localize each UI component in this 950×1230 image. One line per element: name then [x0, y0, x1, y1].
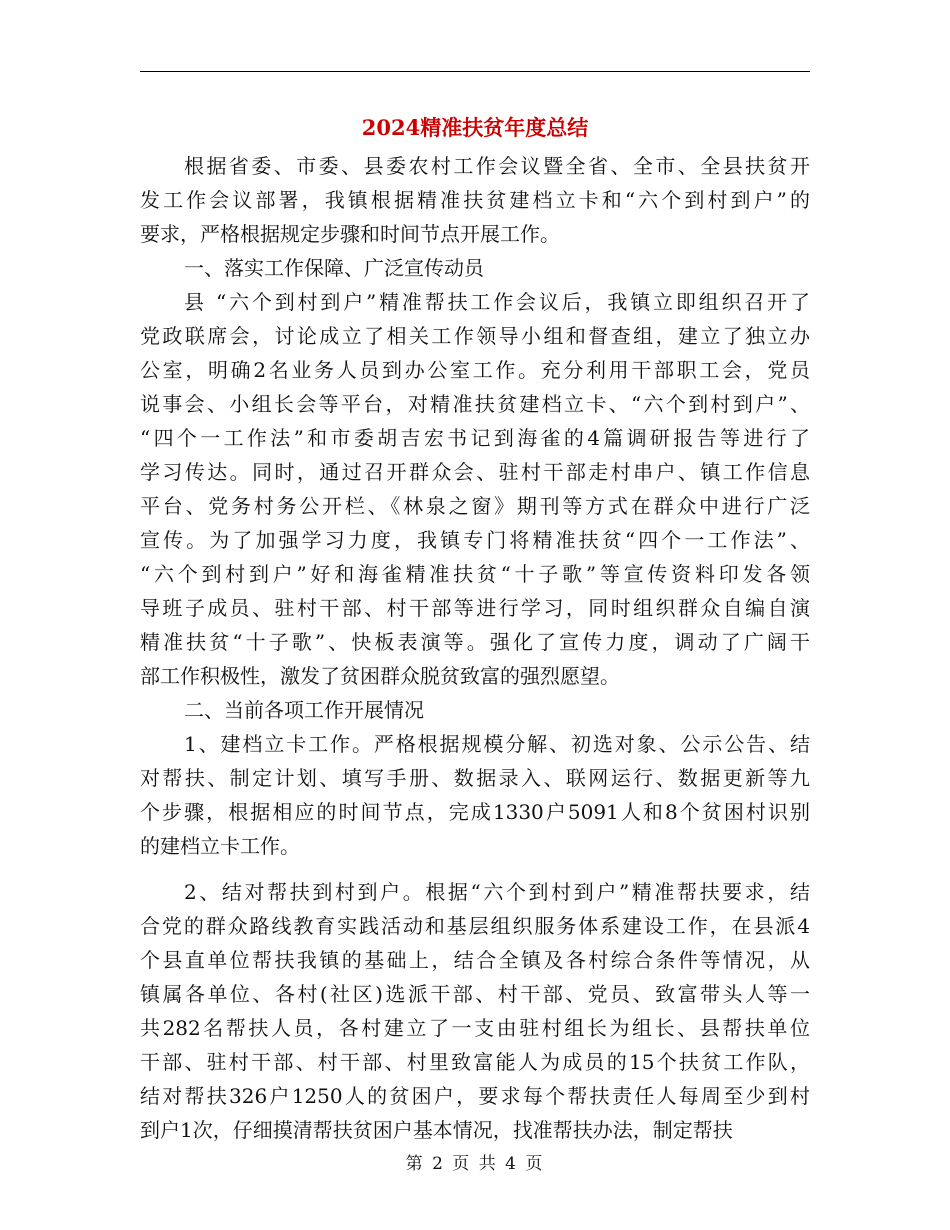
- paragraph: [140, 875, 810, 1147]
- document-title: 2024精准扶贫年度总结: [361, 115, 589, 140]
- paragraph-line: 镇属各单位、各村(社区)选派干部、村干部、党员、致富带头人等一: [140, 982, 810, 1006]
- paragraph-line: 精准扶贫“十子歌”、快板表演等。强化了宣传力度，调动了广阔干: [140, 630, 810, 654]
- paragraph-line: 发工作会议部署，我镇根据精准扶贫建档立卡和“六个到村到户”的: [140, 188, 810, 212]
- paragraph: [140, 693, 810, 727]
- paragraph: [140, 149, 810, 251]
- paragraph-gap: [140, 863, 810, 875]
- paragraph-line: 说事会、小组长会等平台，对精准扶贫建档立卡、“六个到村到户”、: [140, 392, 810, 416]
- paragraph-line: 一、落实工作保障、广泛宣传动员: [184, 256, 484, 280]
- paragraph-line: 要求，严格根据规定步骤和时间节点开展工作。: [140, 222, 560, 246]
- paragraph-line: “六个到村到户”好和海雀精准扶贫“十子歌”等宣传资料印发各领: [140, 562, 810, 586]
- paragraph-line: 共282名帮扶人员，各村建立了一支由驻村组长为组长、县帮扶单位: [140, 1016, 810, 1040]
- paragraph: [140, 727, 810, 863]
- paragraph-line: 县 “六个到村到户”精准帮扶工作会议后，我镇立即组织召开了: [184, 290, 810, 314]
- paragraph-line: 公室，明确2名业务人员到办公室工作。充分利用干部职工会，党员: [140, 358, 810, 382]
- paragraph-line: 对帮扶、制定计划、填写手册、数据录入、联网运行、数据更新等九: [140, 766, 810, 790]
- paragraph-line: 到户1次，仔细摸清帮扶贫困户基本情况，找准帮扶办法，制定帮扶: [140, 1118, 733, 1142]
- header-rule: [140, 71, 810, 72]
- paragraph-line: 的建档立卡工作。: [140, 834, 300, 858]
- paragraph-line: 导班子成员、驻村干部、村干部等进行学习，同时组织群众自编自演: [140, 596, 810, 620]
- paragraph-line: 根据省委、市委、县委农村工作会议暨全省、全市、全县扶贫开: [184, 154, 810, 178]
- paragraph-line: 个县直单位帮扶我镇的基础上，结合全镇及各村综合条件等情况，从: [140, 948, 810, 972]
- paragraph-line: 个步骤，根据相应的时间节点，完成1330户5091人和8个贫困村识别: [140, 800, 810, 824]
- paragraph-line: 部工作积极性，激发了贫困群众脱贫致富的强烈愿望。: [140, 664, 620, 688]
- paragraph: [140, 285, 810, 693]
- paragraph-line: 1、建档立卡工作。严格根据规模分解、初选对象、公示公告、结: [184, 732, 810, 756]
- paragraph-line: 合党的群众路线教育实践活动和基层组织服务体系建设工作，在县派4: [140, 914, 810, 938]
- document-body: [140, 149, 810, 1147]
- paragraph-line: 结对帮扶326户1250人的贫困户，要求每个帮扶责任人每周至少到村: [140, 1084, 810, 1108]
- paragraph-line: 2、结对帮扶到村到户。根据“六个到村到户”精准帮扶要求，结: [184, 880, 810, 904]
- paragraph-line: 平台、党务村务公开栏、《林泉之窗》期刊等方式在群众中进行广泛: [140, 494, 810, 518]
- paragraph-line: 党政联席会，讨论成立了相关工作领导小组和督查组，建立了独立办: [140, 324, 810, 348]
- paragraph-line: 学习传达。同时，通过召开群众会、驻村干部走村串户、镇工作信息: [140, 460, 810, 484]
- paragraph-line: 干部、驻村干部、村干部、村里致富能人为成员的15个扶贫工作队，: [140, 1050, 810, 1074]
- paragraph-line: 宣传。为了加强学习力度，我镇专门将精准扶贫“四个一工作法”、: [140, 528, 810, 552]
- paragraph-line: “四个一工作法”和市委胡吉宏书记到海雀的4篇调研报告等进行了: [140, 426, 810, 450]
- paragraph: [140, 251, 810, 285]
- paragraph-line: 二、当前各项工作开展情况: [184, 698, 424, 722]
- page-footer: 第 2 页 共 4 页: [405, 1154, 545, 1174]
